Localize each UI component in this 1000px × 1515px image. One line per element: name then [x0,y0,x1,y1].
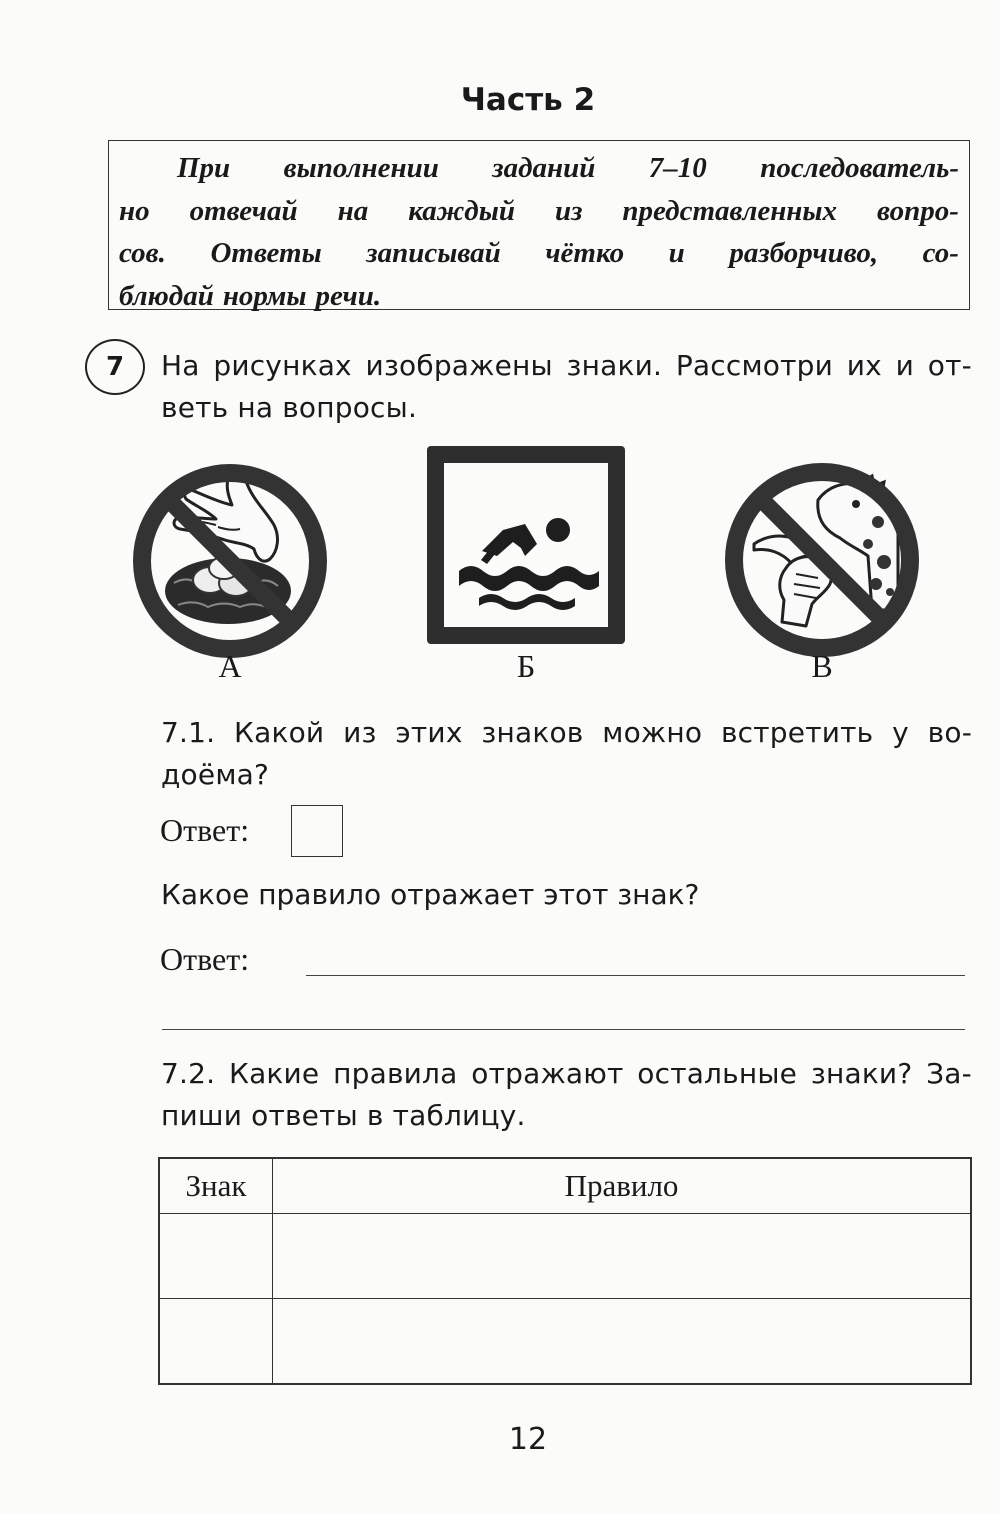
no-touching-nest-icon [128,459,332,663]
instruction-line: блюдай нормы речи. [119,279,382,312]
answer-table [158,1157,972,1385]
instruction-line: но отвечай на каждый из представленных вопро- [119,194,959,227]
answer-line[interactable] [306,975,965,976]
question-7-1: 7.1. Какой из этих знаков можно встретить у во- доёма? [161,716,972,791]
question-followup: Какое правило отражает этот знак? [161,878,700,911]
instruction-line: сов. Ответы записывай чётко и разборчиво, со- [119,237,959,269]
table-cell-rule[interactable] [273,1214,972,1299]
task-intro: На рисунках изображены знаки. Рассмотри их и от- веть на вопросы. [161,349,972,424]
part-title: Часть 2 [460,82,596,118]
table-header-row [159,1158,971,1214]
table-row [159,1214,971,1299]
answer-letter-box[interactable] [291,805,343,857]
table-cell-rule[interactable] [273,1299,972,1385]
question-7-2: 7.2. Какие правила отражают остальные знаки? За- пиши ответы в таблицу. [161,1057,972,1132]
column-header-rule: Правило [273,1158,972,1214]
answer-label: Ответ: [160,812,250,848]
answer-label-rule: Ответ: [160,941,250,977]
swimming-allowed-icon [427,446,625,644]
page-number: 12 [508,1422,548,1457]
instruction-line: При выполнении заданий 7–10 последователь- [177,152,959,184]
table-row [159,1299,971,1385]
sign-label-a: А [218,648,242,684]
table-cell-sign[interactable] [159,1214,273,1299]
instruction-box [108,140,970,310]
task-number-badge: 7 [85,339,145,395]
table-cell-sign[interactable] [159,1299,273,1385]
sign-label-v: В [811,648,833,684]
answer-line[interactable] [162,1029,965,1030]
sign-label-b: Б [516,648,536,684]
column-header-sign: Знак [159,1158,273,1214]
no-feeding-animals-icon [722,460,922,660]
